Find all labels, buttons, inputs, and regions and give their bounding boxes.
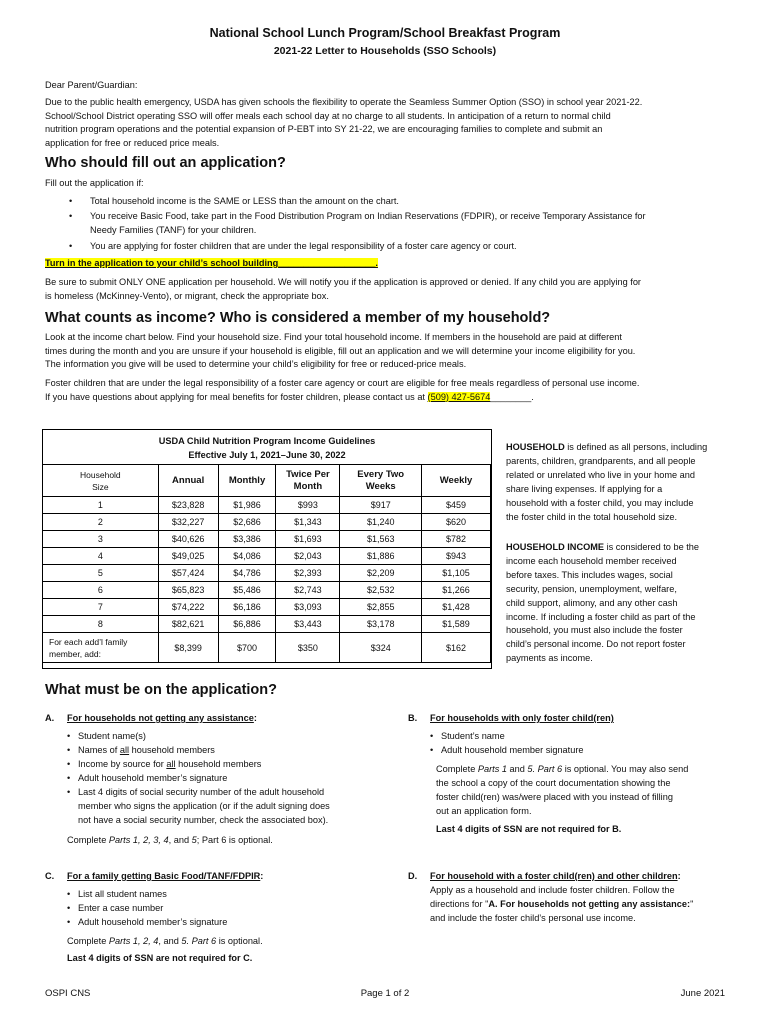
list-item: • Adult household member signature [430, 743, 730, 757]
section-d-text: Apply as a household and include foster children. Follow the directions for "A. For households not getting any assistance:" and include the foster child’s personal use income. [430, 885, 694, 923]
who-bullet-1: • Total household income is the SAME or LESS than the amount on the chart. [69, 196, 399, 206]
col-monthly: Monthly [218, 465, 276, 497]
table-cell: $3,386 [218, 531, 276, 548]
col-weekly: Weekly [422, 465, 491, 497]
table-cell: $82,621 [158, 616, 218, 633]
col-twice-per-month: Twice Per Month [276, 465, 340, 497]
table-cell: $49,025 [158, 548, 218, 565]
section-a-title: For households not getting any assistance: [67, 713, 257, 723]
table-cell: $1,343 [276, 514, 340, 531]
table-cell: $2,743 [276, 582, 340, 599]
list-item: • Student’s name [430, 729, 730, 743]
section-a-complete: Complete Parts 1, 2, 3, 4, and 5; Part 6 is optional. [67, 835, 273, 845]
table-cell: $23,828 [158, 497, 218, 514]
household-size-cell: 3 [43, 531, 159, 548]
col-annual: Annual [158, 465, 218, 497]
section-c-title: For a family getting Basic Food/TANF/FDPIR: [67, 871, 264, 881]
page-title: National School Lunch Program/School Breakfast Program [209, 26, 561, 40]
table-cell: $3,443 [276, 616, 340, 633]
table-cell: $2,043 [276, 548, 340, 565]
phone-number: (509) 427-5674 [427, 391, 491, 402]
household-income-definition: HOUSEHOLD INCOME is considered to be the income each household member received before taxes. This includes wages, social security, pension, unemployment, welfare, child support, alimony, and any other cash income. If including a foster child as part of the household, you must also include the foster child’s personal income. Do not report foster payments as income. [506, 542, 700, 664]
table-cell: $3,178 [340, 616, 422, 633]
table-cell: $350 [276, 633, 340, 663]
table-row [43, 531, 491, 548]
table-cell: $40,626 [158, 531, 218, 548]
table-cell: $2,209 [340, 565, 422, 582]
addl-member-label: For each add’l family member, add: [43, 633, 159, 663]
table-cell: $1,693 [276, 531, 340, 548]
who-lead: Fill out the application if: [45, 178, 144, 188]
table-cell: $1,563 [340, 531, 422, 548]
table-row [43, 497, 491, 514]
section-b-ssn: Last 4 digits of SSN are not required for B. [436, 824, 622, 834]
table-row [43, 616, 491, 633]
list-item: • Income by source for all household members [67, 757, 387, 771]
table-cell: $620 [422, 514, 491, 531]
table-cell: $993 [276, 497, 340, 514]
table-cell: $6,186 [218, 599, 276, 616]
turn-in-notice: Turn in the application to your child’s school building___________________. [45, 258, 378, 268]
section-b-title: For households with only foster child(ren) [430, 713, 614, 723]
household-size-cell: 1 [43, 497, 159, 514]
table-cell: $324 [340, 633, 422, 663]
list-item: • Adult household member’s signature [67, 771, 387, 785]
table-row [43, 582, 491, 599]
household-size-cell: 5 [43, 565, 159, 582]
table-cell: $700 [218, 633, 276, 663]
intro-paragraph: Due to the public health emergency, USDA has given schools the flexibility to operate the Seamless Summer Option (SSO) in school year 2021-22. School/School District operating SSO will offer meals each school day at no charge to all students. In anticipation of a return to normal child nutrition program operations and the potential expansion of P-EBT into SY 21-22, we are encouraging families to complete and submit an application for free or reduced price meals. [45, 97, 643, 148]
table-cell: $74,222 [158, 599, 218, 616]
table-header-row [43, 465, 491, 497]
section-a-letter: A. [45, 713, 55, 723]
table-cell: $1,589 [422, 616, 491, 633]
table-cell: $4,086 [218, 548, 276, 565]
who-heading: Who should fill out an application? [45, 155, 286, 171]
section-c-complete: Complete Parts 1, 2, 4, and 5. Part 6 is optional. [67, 936, 263, 946]
footer-date: June 2021 [680, 988, 725, 999]
income-paragraph: Look at the income chart below. Find your household size. Find your total household income. If members in the household are paid at different times during the month and you are unsure if your household is eligible, fill out an application and we will determine your income eligibility for you. The information you give will be used to determine your child’s eligibility for free or reduced-price meals. [45, 332, 636, 370]
list-item: • List all student names [67, 887, 367, 901]
table-cell: $3,093 [276, 599, 340, 616]
table-cell: $5,486 [218, 582, 276, 599]
household-size-cell: 7 [43, 599, 159, 616]
footer-left: OSPI CNS [45, 988, 91, 999]
who-bullet-3: • You are applying for foster children that are under the legal responsibility of a foster care agency or court. [69, 241, 517, 251]
table-cell: $943 [422, 548, 491, 565]
income-guidelines-table [42, 429, 492, 669]
household-size-cell: 2 [43, 514, 159, 531]
table-row [43, 565, 491, 582]
table-cell: $65,823 [158, 582, 218, 599]
income-heading: What counts as income? Who is considered a member of my household? [45, 310, 551, 326]
section-b-letter: B. [408, 713, 418, 723]
table-cell: $32,227 [158, 514, 218, 531]
table-cell: $57,424 [158, 565, 218, 582]
section-c-list [67, 887, 367, 929]
section-d-letter: D. [408, 871, 418, 881]
footer-page-number: Page 1 of 2 [360, 988, 410, 999]
table-cell: $162 [422, 633, 491, 663]
list-item: • Last 4 digits of social security number of the adult household member who signs the application (or if the adult signing does not have a social security number, check the associated box). [67, 785, 387, 827]
table-cell: $459 [422, 497, 491, 514]
table-cell: $6,886 [218, 616, 276, 633]
table-row [43, 599, 491, 616]
submit-paragraph: Be sure to submit ONLY ONE application per household. We will notify you if the application is approved or denied. If any child you are applying for is homeless (McKinney-Vento), or migrant, check the appropriate box. [45, 277, 641, 301]
table-cell: $782 [422, 531, 491, 548]
list-item: • Names of all household members [67, 743, 387, 757]
list-item: • Enter a case number [67, 901, 367, 915]
household-size-cell: 6 [43, 582, 159, 599]
salutation: Dear Parent/Guardian: [45, 80, 138, 90]
table-cell: $917 [340, 497, 422, 514]
table-title: USDA Child Nutrition Program Income Guidelines [158, 436, 376, 446]
table-row [43, 514, 491, 531]
foster-paragraph: Foster children that are under the legal responsibility of a foster care agency or court are eligible for free meals regardless of personal use income. If you have questions about applying for meal benefits for foster children, please contact us at (509) 427-5674________. [45, 378, 640, 402]
table-cell: $2,686 [218, 514, 276, 531]
table-cell: $2,855 [340, 599, 422, 616]
section-a-list [67, 729, 387, 827]
section-c-ssn: Last 4 digits of SSN are not required for C. [67, 953, 253, 963]
table-cell: $8,399 [158, 633, 218, 663]
table-cell: $1,886 [340, 548, 422, 565]
table-row-additional [43, 633, 491, 663]
application-heading: What must be on the application? [45, 682, 277, 698]
table-cell: $1,986 [218, 497, 276, 514]
section-b-list [430, 729, 730, 757]
table-effective: Effective July 1, 2021–June 30, 2022 [188, 450, 346, 460]
list-item: • Adult household member’s signature [67, 915, 367, 929]
table-cell: $1,266 [422, 582, 491, 599]
section-d-title: For household with a foster child(ren) and other children: [430, 871, 681, 881]
section-c-letter: C. [45, 871, 55, 881]
household-definition: HOUSEHOLD is defined as all persons, including parents, children, grandparents, and all people related or unrelated who live in your home and share living expenses. If applying for a household with a foster child, you may include the foster child in the total household size. [506, 442, 708, 522]
col-household-size: Household Size [43, 465, 159, 497]
section-b-text: Complete Parts 1 and 5. Part 6 is optional. You may also send the school a copy of the court documentation showing the foster child(ren) was/were placed with you instead of filling out an application form. [436, 764, 689, 816]
who-bullet-2: • You receive Basic Food, take part in the Food Distribution Program on Indian Reservations (FDPIR), or receive Temporary Assistance for Needy Families (TANF) for your children. [69, 211, 646, 235]
table-cell: $1,240 [340, 514, 422, 531]
table-cell: $1,105 [422, 565, 491, 582]
list-item: • Student name(s) [67, 729, 387, 743]
household-size-cell: 4 [43, 548, 159, 565]
table-cell: $2,393 [276, 565, 340, 582]
col-every-two-weeks: Every Two Weeks [340, 465, 422, 497]
table-cell: $4,786 [218, 565, 276, 582]
page-subtitle: 2021-22 Letter to Households (SSO Schools) [273, 45, 497, 57]
table-row [43, 548, 491, 565]
table-cell: $2,532 [340, 582, 422, 599]
household-size-cell: 8 [43, 616, 159, 633]
table-cell: $1,428 [422, 599, 491, 616]
